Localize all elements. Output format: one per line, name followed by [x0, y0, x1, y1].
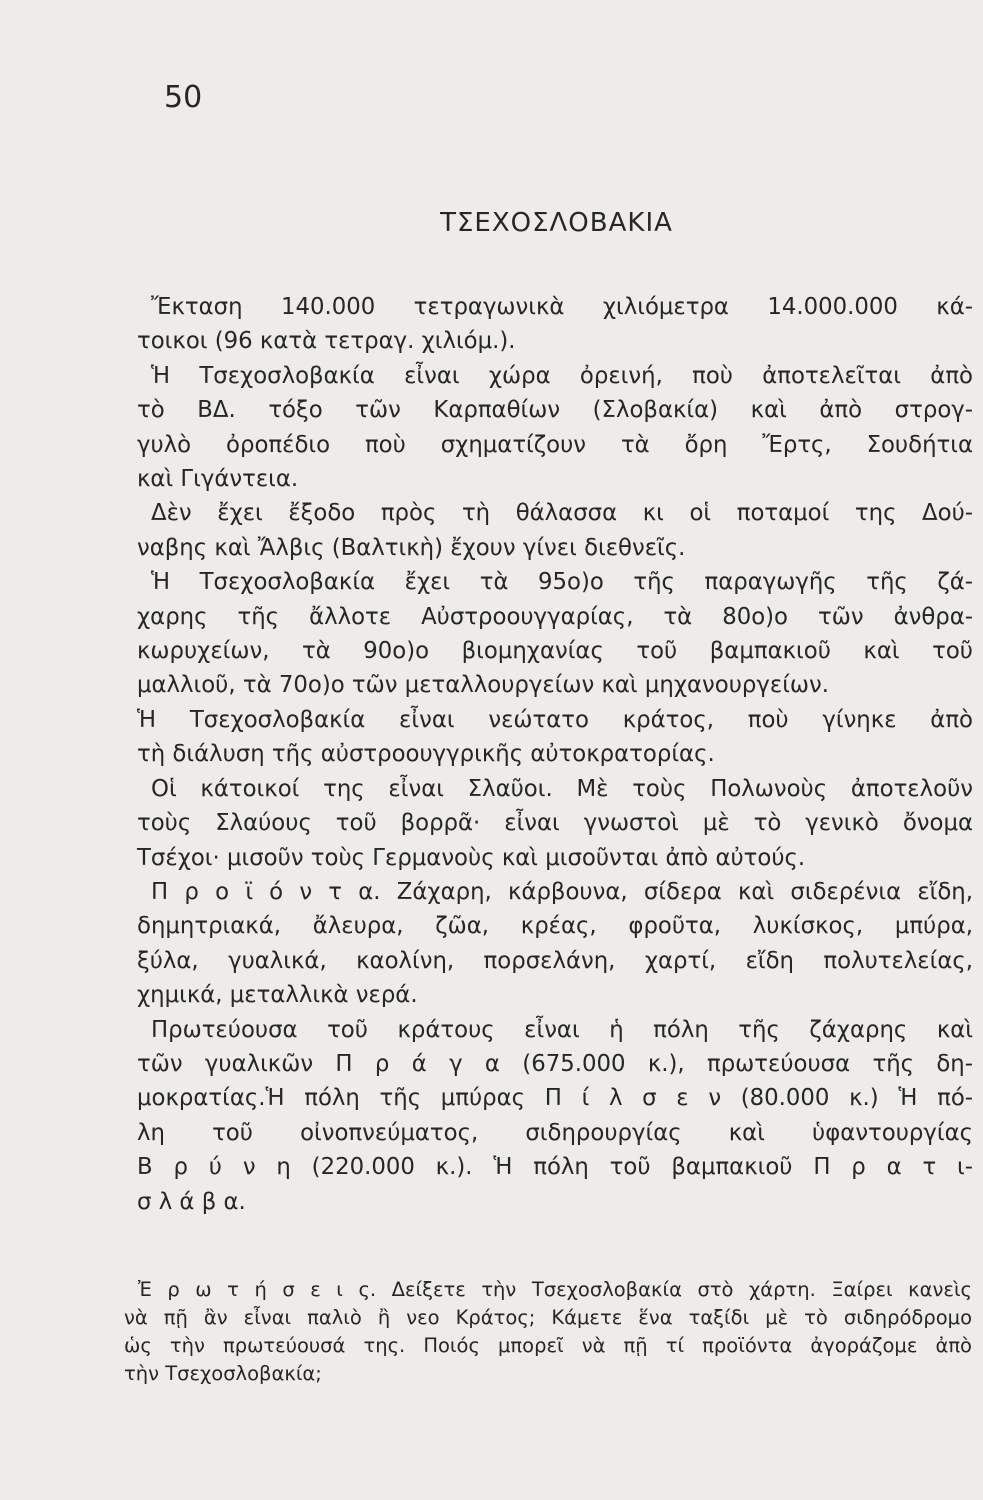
text-line: τὸ ΒΔ. τόξο τῶν Καρπαθίων (Σλοβακία) καὶ ἀπὸ στρογ- [137, 397, 973, 424]
text-line: τοὺς Σλαύους τοῦ βορρᾶ· εἶναι γνωστοὶ μὲ τὸ γενικὸ ὄνομα [137, 810, 973, 837]
text-line: μαλλιοῦ, τὰ 70ο)ο τῶν μεταλλουργείων καὶ μηχανουργείων. [137, 672, 829, 699]
text-line: Π ρ ο ϊ ό ν τ α. Ζάχαρη, κάρβουνα, σίδερα καὶ σιδερένια εἴδη, [151, 878, 973, 905]
text-line: κωρυχείων, τὰ 90ο)ο βιομηχανίας τοῦ βαμπακιοῦ καὶ τοῦ [137, 638, 973, 665]
text-line: Β ρ ύ ν η (220.000 κ.). Ἡ πόλη τοῦ βαμπακιοῦ Π ρ α τ ι- [137, 1154, 973, 1181]
text-line: σ λ ά β α. [137, 1188, 246, 1215]
text-line: Ἡ Τσεχοσλοβακία εἶναι νεώτατο κράτος, ποὺ γίνηκε ἀπὸ [137, 706, 973, 733]
text-line: τοικοι (96 κατὰ τετραγ. χιλιόμ.). [137, 328, 516, 355]
page-number: 50 [164, 80, 203, 115]
questions-section [124, 1276, 972, 1388]
text-line: Ἔκταση 140.000 τετραγωνικὰ χιλιόμετρα 14.000.000 κά- [151, 294, 973, 320]
question-line: ὡς τὴν πρωτεύουσά της. Ποιός μπορεῖ νὰ πῇ τί προϊόντα ἀγοράζομε ἀπὸ [124, 1334, 972, 1357]
text-line: Ἡ Τσεχοσλοβακία εἶναι χώρα ὀρεινή, ποὺ ἀποτελεῖται ἀπὸ [151, 362, 973, 389]
text-line: τῶν γυαλικῶν Π ρ ά γ α (675.000 κ.), πρωτεύουσα τῆς δη- [137, 1050, 973, 1077]
text-line: Τσέχοι· μισοῦν τοὺς Γερμανοὺς καὶ μισοῦνται ἀπὸ αὐτούς. [137, 844, 806, 871]
text-line: ξύλα, γυαλικά, καολίνη, πορσελάνη, χαρτί, εἴδη πολυτελείας, [137, 947, 973, 974]
text-line: δημητριακά, ἄλευρα, ζῶα, κρέας, φροῦτα, λυκίσκος, μπύρα, [137, 913, 973, 940]
body-text [137, 290, 973, 1219]
question-line: τὴν Τσεχοσλοβακία; [124, 1362, 322, 1385]
question-line: νὰ πῇ ἂν εἶναι παλιὸ ἢ νεο Κράτος; Κάμετε ἕνα ταξίδι μὲ τὸ σιδηρόδρομο [124, 1306, 972, 1329]
question-line: Ἐ ρ ω τ ή σ ε ι ς. Δείξετε τὴν Τσεχοσλοβακία στὸ χάρτη. Ξαίρει κανεὶς [138, 1278, 972, 1301]
text-line: Δὲν ἔχει ἔξοδο πρὸς τὴ θάλασσα κι οἱ ποταμοί της Δού- [151, 500, 973, 527]
text-line: τὴ διάλυση τῆς αὐστροουγγρικῆς αὐτοκρατορίας. [137, 741, 715, 768]
page-title: ΤΣΕΧΟΣΛΟΒΑΚΙΑ [440, 208, 673, 238]
text-line: Οἱ κάτοικοί της εἶναι Σλαῦοι. Μὲ τοὺς Πολωνοὺς ἀποτελοῦν [151, 775, 973, 802]
text-line: γυλὸ ὀροπέδιο ποὺ σχηματίζουν τὰ ὄρη Ἔρτς, Σουδήτια [137, 431, 973, 458]
text-line: χαρης τῆς ἄλλοτε Αὐστροουγγαρίας, τὰ 80ο)ο τῶν ἀνθρα- [137, 603, 973, 630]
text-line: καὶ Γιγάντεια. [137, 466, 299, 493]
text-line: Πρωτεύουσα τοῦ κράτους εἶναι ἡ πόλη τῆς ζάχαρης καὶ [151, 1016, 973, 1043]
text-line: λη τοῦ οἰνοπνεύματος, σιδηρουργίας καὶ ὑφαντουργίας [137, 1119, 973, 1146]
text-line: Ἡ Τσεχοσλοβακία ἔχει τὰ 95ο)ο τῆς παραγωγῆς τῆς ζά- [151, 569, 973, 596]
text-line: ναβης καὶ Ἄλβις (Βαλτικὴ) ἔχουν γίνει διεθνεῖς. [137, 534, 686, 561]
text-line: χημικά, μεταλλικὰ νερά. [137, 982, 418, 1009]
text-line: μοκρατίας.Ἡ πόλη τῆς μπύρας Π ί λ σ ε ν (80.000 κ.) Ἡ πό- [137, 1085, 973, 1112]
